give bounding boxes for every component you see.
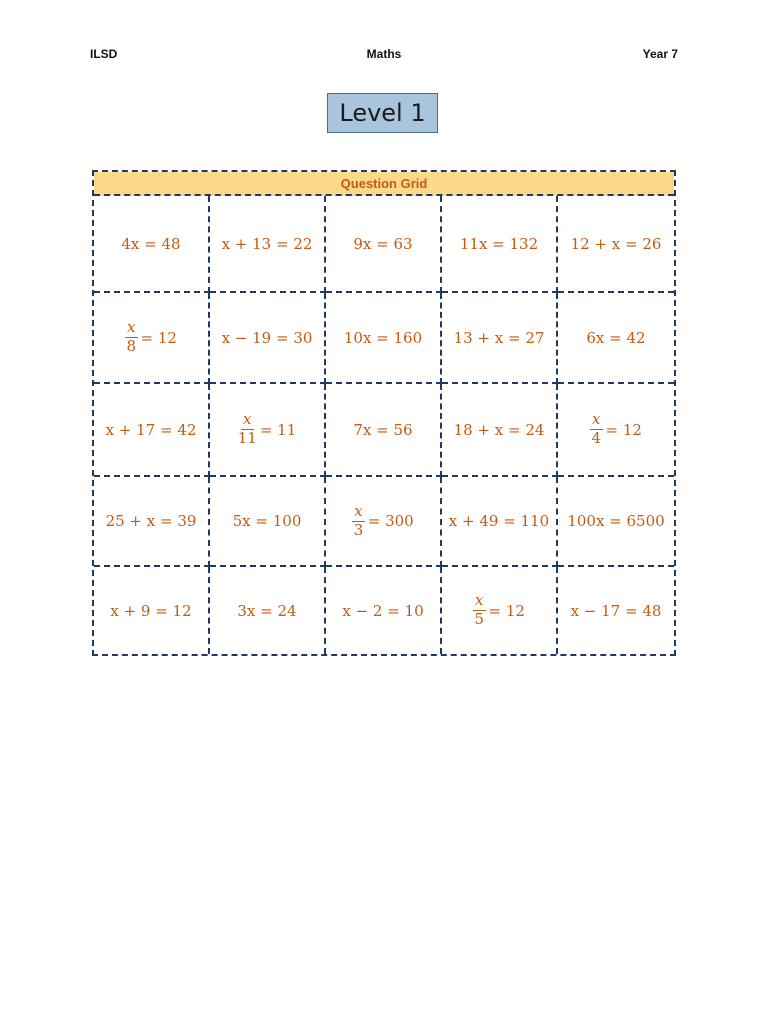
question-cell [210, 477, 326, 567]
question-cell [94, 384, 210, 477]
fraction [125, 320, 137, 355]
question-cell [210, 196, 326, 293]
equation-rhs: = 11 [259, 420, 297, 439]
question-cell [94, 293, 210, 384]
question-cell [94, 477, 210, 567]
question-cell [558, 477, 674, 567]
equation-text: x + 13 = 22 [221, 234, 313, 253]
question-cell [442, 293, 558, 384]
question-cell [326, 477, 442, 567]
question-cell [326, 196, 442, 293]
equation-text: 9x = 63 [353, 234, 413, 253]
question-grid-title: Question Grid [94, 172, 674, 196]
fraction-numerator: x [475, 591, 484, 610]
fraction-numerator: x [243, 410, 252, 429]
header-year: Year 7 [642, 47, 678, 61]
fraction-denominator: 8 [126, 337, 137, 355]
equation-text: x + 9 = 12 [110, 601, 192, 620]
equation-text: 13 + x = 27 [453, 328, 545, 347]
question-cell [94, 567, 210, 654]
header-school: ILSD [90, 47, 118, 61]
equation-text: 4x = 48 [121, 234, 181, 253]
question-cell [210, 293, 326, 384]
equation-text: x − 19 = 30 [221, 328, 313, 347]
question-cell [442, 384, 558, 477]
fraction-denominator: 11 [237, 429, 257, 447]
header-subject: Maths [366, 47, 402, 61]
question-cell [558, 384, 674, 477]
fraction-denominator: 5 [474, 610, 485, 628]
equation-text: 100x = 6500 [567, 512, 665, 530]
question-cell [442, 196, 558, 293]
equation-text: 3x = 24 [237, 601, 297, 620]
equation-rhs: = 12 [488, 601, 525, 620]
equation-text: 11x = 132 [459, 234, 539, 253]
question-grid [92, 170, 676, 656]
question-cell [442, 567, 558, 654]
equation-text: 7x = 56 [353, 420, 413, 439]
fraction-numerator: x [127, 318, 136, 337]
question-cell [558, 196, 674, 293]
equation-rhs: = 300 [367, 512, 414, 530]
equation-text: 6x = 42 [586, 328, 646, 347]
equation-text: x − 2 = 10 [342, 601, 424, 620]
question-cell [210, 384, 326, 477]
equation-text: 25 + x = 39 [105, 512, 197, 530]
equation-text: 5x = 100 [232, 512, 302, 530]
fraction [352, 501, 364, 539]
equation-text: 10x = 160 [343, 328, 423, 347]
question-cell [558, 567, 674, 654]
question-cell [210, 567, 326, 654]
fraction [473, 593, 485, 628]
fraction [238, 412, 257, 447]
question-cell [94, 196, 210, 293]
equation-text: x + 17 = 42 [105, 420, 197, 439]
equation-text: x − 17 = 48 [570, 601, 662, 620]
fraction-numerator: x [592, 410, 601, 429]
fraction [590, 412, 602, 447]
equation-text: x + 49 = 110 [448, 512, 550, 530]
question-cell [326, 384, 442, 477]
question-cell [326, 293, 442, 384]
question-cell [558, 293, 674, 384]
level-label: Level 1 [327, 93, 438, 133]
equation-rhs: = 12 [140, 328, 177, 347]
equation-text: 18 + x = 24 [453, 420, 545, 439]
fraction-denominator: 4 [591, 429, 602, 447]
equation-rhs: = 12 [605, 420, 642, 439]
fraction-denominator: 3 [353, 520, 364, 539]
fraction-numerator: x [354, 501, 363, 520]
equation-text: 12 + x = 26 [570, 234, 662, 253]
question-cell [326, 567, 442, 654]
question-cell [442, 477, 558, 567]
